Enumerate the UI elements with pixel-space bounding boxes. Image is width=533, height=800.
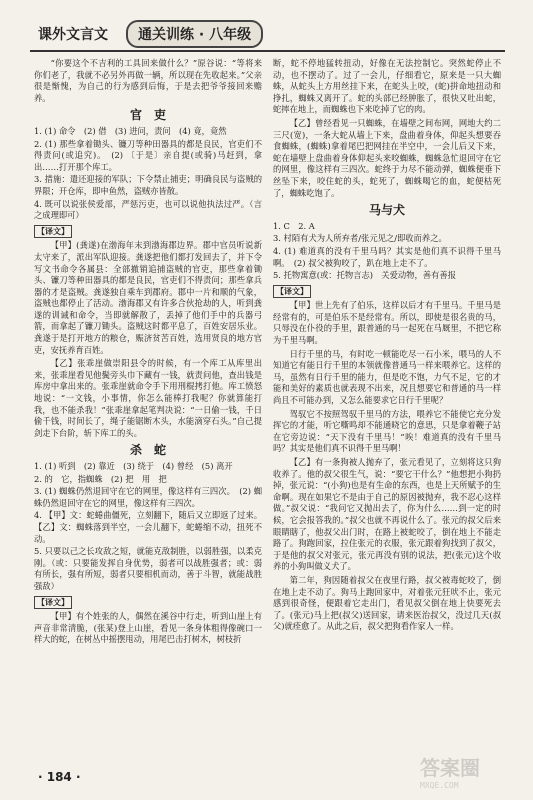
watermark-logo [420, 752, 530, 796]
question-item: 4. (1) 难道真的没有千里马吗？其实是他们真不识得千里马啊。 (2) 叔父被狗咬了，趴在地上走不了。 [273, 245, 501, 268]
page-number: · 184 · [38, 770, 81, 784]
paragraph: 【乙】曾经看见一只蜘蛛，在墙壁之间布网，网地大约二三尺(宽)，一条大蛇从墙上下来，盘曲着身体，仰起头想要吞食蜘蛛，(蜘蛛)拿着尾巴把网挂在半空中，一会儿后又下来，蛇在墙壁上盘曲着身体仰起头来咬蜘蛛，蜘蛛急忙退回守在它的网里，像这样有三四次。蛇终于力尽不能动弹，蜘蛛便垂下丝坠下来，咬住蛇的头，蛇死了，蜘蛛喝它的血，蛇便枯死了，蜘蛛吃饱了。 [273, 117, 501, 198]
header-rule [30, 50, 505, 52]
left-column [34, 58, 262, 648]
question-item: 3. 村陌有犬为人所弃者/张元见之/即收而养之。 [273, 233, 447, 244]
paragraph: 断，蛇不停地猛转扭动，好像在无法控制它。突然蛇停止不动，也不摆动了。过了一会儿，仔细看它，原来是一只大蜘蛛，从蛇头上方用丝挂下来，在蛇头上咬，(蛇)拼命地扭动和挣扎，蜘蛛又离开了。蛇的头部已经肿胀了，很快又吐出蛇，蛇摔在地上，而蜘蛛也下来吃掉了它的肉。 [273, 58, 501, 115]
question-item: 2. (1) 那些拿着锄头、镰刀等种田器具的都是良民，官吏们不得责问(或追究)。 (2) 〔于是〕亲自提(或骑)马赶到，拿出……打开那个库工。 [34, 138, 262, 172]
section-title-mayuquan: 马与犬 [368, 203, 405, 218]
translation-paragraph: 日行千里的马，有时吃一顿能吃尽一石小米，喂马的人不知道它有能日行千里的本领就像普通马一样来喂养它。这样的马，虽然有日行千里的能力，但是吃不饱，力气不足，它的才能和美好的素质也就表现不出来，况且想要它和普通的马一样尚且不可能办到，又怎么能要求它日行千里呢？ [273, 348, 501, 406]
section-title-shashe: 杀 蛇 [129, 443, 166, 458]
translation-paragraph: 【甲】有个姓张的人，偶然在溪谷中行走，听到山崖上有声音非常清脆，(张某)登上山崖，看见一条身体粗得像碗口一样大的蛇，在树丛中摇摆甩动，用尾巴击打树木，树枝折 [34, 611, 262, 645]
question-item: 5. 托物寓意(或：托物言志) 关爱动物，善有善报 [273, 270, 456, 281]
question-item: 4. 【甲】文：蛇蜷曲僵死，立刻翻下，随后又立即返了过来。【乙】文：蜘蛛落到半空，一会儿翻下，蛇蜷缩不动，扭死不动。 [34, 510, 262, 544]
page-header [30, 18, 505, 50]
book-title: 课外文言文 [38, 27, 108, 43]
translation-tag: 【译文】 [273, 285, 311, 299]
section-title-guanli: 官 吏 [129, 108, 166, 123]
question-item: 1. (1) 听到 (2) 靠近 (3) 绕于 (4) 曾经 (5) 离开 [34, 461, 233, 471]
translation-paragraph: 驾驭它不按照驾驭千里马的方法，喂养它不能使它充分发挥它的才能，听它嘶鸣却不能通晓它的意思，只是拿着鞭子站在它旁边说：“天下没有千里马！”唉！难道真的没有千里马吗？其实是他们真不识得千里马啊！ [273, 408, 501, 454]
watermark-url: MXQE.COM [420, 781, 459, 790]
translation-paragraph: 第二年，狗因随着叔父在夜里行路，叔父被毒蛇咬了，倒在地上走不动了。狗马上跑回家中，对着张元狂吠不止，张元感到很奇怪，便跟着它走出门，看见叔父倒在地上快要死去了。(张元)马上把(叔父)送回家，请来医治叔父，没过几天(叔父)就痊愈了。从此之后，叔父把狗看作家人一样。 [273, 574, 501, 632]
translation-paragraph: 【乙】张乖崖做崇阳县令的时候，有一个库工从库里出来，张乖崖看见他鬓旁头巾下藏有一钱，就责问他，查出钱是库房中拿出来的。张乖崖就命令手下用刑棍拷打他。库工愤怒地说：“一文钱，小事情，你怎么能棒打我呢？你就算能打我，也不能杀我！”张乖崖拿起笔判决说：“一日偷一钱，千日偷千钱，时间长了，绳子能锯断木头，水能滴穿石头。”自己提剑走下台阶，斩下库工的头。 [34, 358, 262, 438]
paragraph: “你要这个不吉利的工具回来做什么？”原谷说：“等将来你们老了，我就不必另外再做一辆，所以现在先收起来。”父亲很是惭愧，为自己的行为感到后悔，于是去把爷爷接回来赡养。 [34, 58, 262, 103]
question-item: 2. 的 它，指蜘蛛 (2) 把 用 把 [34, 473, 167, 484]
question-item: 3. 措施：遣还迎接的军队；下令禁止捕吏；明确良民与盗贼的界限；开仓库，即申鱼然，盗贼亦皆散。 [34, 174, 262, 196]
translation-paragraph: 【甲】世上先有了伯乐，这样以后才有千里马。千里马是经常有的，可是伯乐不是经常有。所以，即使是很名贵的马，只辱没在仆役的手里，跟普通的马一起死在马厩里，不把它称为千里马啊。 [273, 300, 501, 346]
right-column [273, 58, 501, 635]
question-item: 4. 既可以说张侯爱部，严惩污吏，也可以说他执法过严。（言之成理即可） [34, 198, 262, 221]
question-item: 5. 只要以己之长攻敌之短，就能克敌制胜，以弱胜强，以柔克刚。（或：只要能发挥自身优势，弱者可以战胜强者；或：弱有所长，强有所短，弱者只要相机而动，善于斗智，就能战胜强敌） [34, 546, 262, 591]
question-item: 1. C 2. A [273, 220, 315, 231]
translation-tag: 【译文】 [34, 225, 72, 239]
translation-tag: 【译文】 [34, 596, 72, 610]
watermark-text: 答案圈 [420, 756, 480, 780]
question-item: 3. (1) 蜘蛛仍然退回守在它的网里，像这样有三四次。 (2) 蜘蛛仍然退回守在它的网里，像这样有三四次。 [34, 486, 262, 508]
question-item: 1. (1) 命令 (2) 借 (3) 进问，责问 (4) 竟，竟然 [34, 125, 227, 136]
translation-paragraph: 【甲】(龚遂)在渤海年末到渤海郡边界。郡中官员听说新太守来了，派出军队迎接。龚遂把他们都打发回去了，并下令写文书命令各属县：全部撤销追捕盗贼的官吏，那些拿着锄头、镰刀等种田器具的都是良民，官吏们不得责问；那些拿兵器的才是盗贼。龚遂独自乘车到郡府。郡中一片和顺的气象，盗贼也都停止了活动。渤海郡又有许多合伙抢劫的人，听到龚遂的训诫和命令，当即就解散了，丢掉了他们手中的兵器弓箭，而拿起了镰刀锄头。盗贼这时都平息了，百姓安居乐业。龚遂于是打开地方的粮仓，赈济贫苦百姓，选用贤良的地方官吏，安抚养育百姓。 [34, 240, 262, 355]
translation-paragraph: 【乙】有一条狗被人抛弃了，张元看见了，立刻将这只狗收养了。他的叔父很生气，说：“要它干什么？”他想把小狗扔掉，张元说：“(小狗)也是有生命的东西，也是上天所赋予的生命啊。现在如果它不是由于自己的原因被抛弃，我不忍心这样做。”叔父说：“我问它又抛出去了，你为什么……到一定的时候，它会报答我的。”叔父也就不再说什么了。张元的叔父后来眼睛瞎了，他叔父出门时，在路上被蛇咬了，倒在地上不能走路了。狗跑回家，拉住张元的衣服，张元跟着狗找到了叔父，于是他的叔父对张元，张元再没有别的说法，把(张元)这个收养的小狗叫做义犬了。 [273, 457, 501, 572]
book-series-tag: 通关训练 · 八年级 [126, 20, 263, 48]
